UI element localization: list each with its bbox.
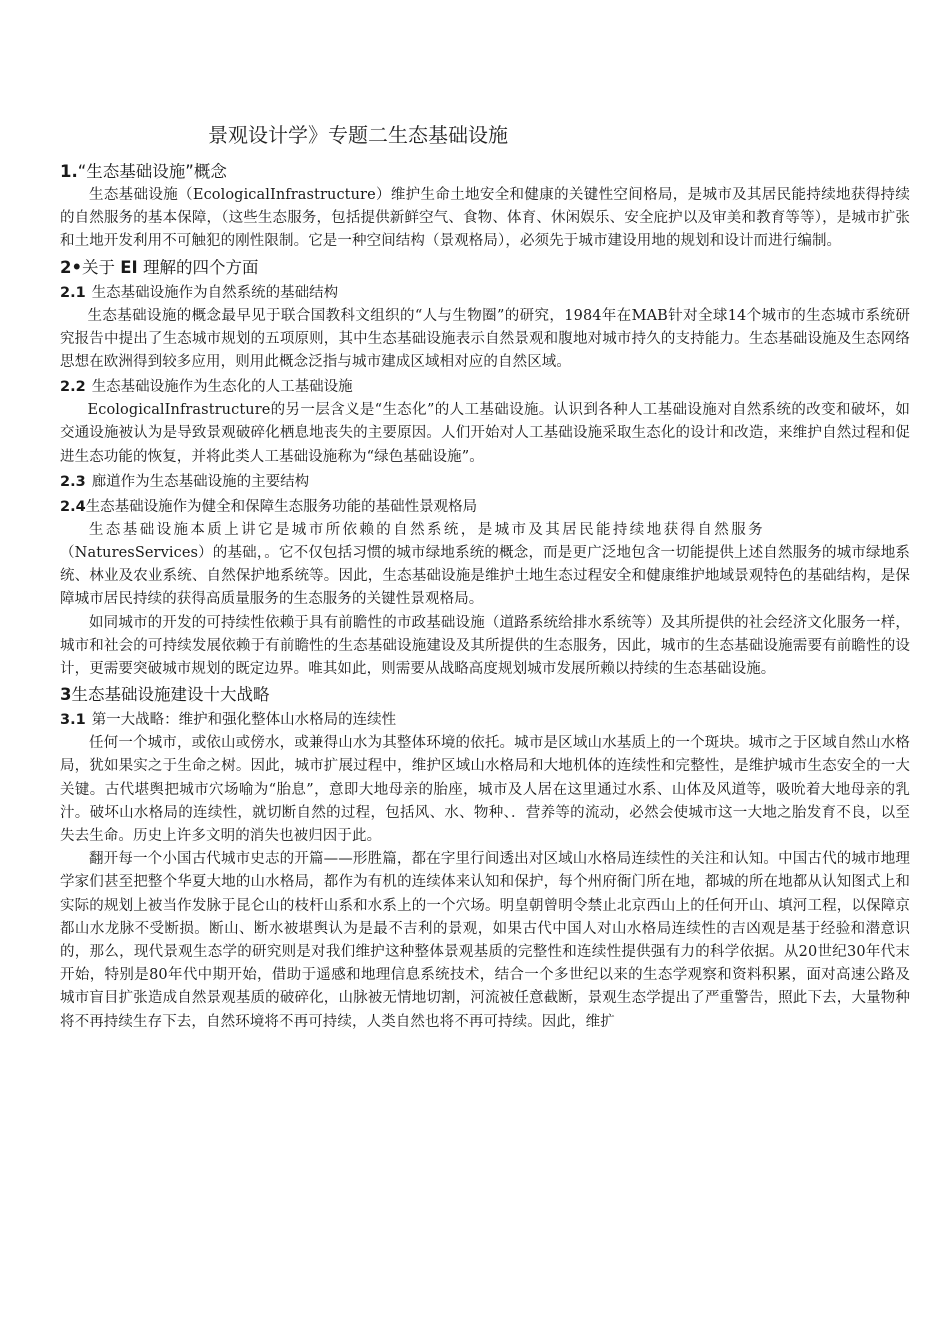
subsection-title: 廊道作为生态基础设施的主要结构 bbox=[91, 473, 310, 490]
section-number: 2• bbox=[60, 257, 83, 277]
subsection-title: 生态基础设施作为生态化的人工基础设施 bbox=[91, 379, 353, 396]
section-number: 1. bbox=[60, 162, 78, 181]
paragraph: 生态基础设施的概念最早见于联合国教科文组织的“人与生物圈”的研究，1984年在MAB针对全球14个城市的生态城市系统研究报告中提出了生态城市规划的五项原则，其中生态基础设施表示自然景观和腹地对城市持久的支持能力。生态基础设施及生态网络思想在欧洲得到较多应用，则用此概念泛指与城市建成区域相对应的自然区域。 bbox=[60, 307, 910, 371]
paragraph: 如同城市的开发的可持续性依赖于具有前瞻性的市政基础设施（道路系统给排水系统等）及其所提供的社会经济文化服务一样，城市和社会的可持续发展依赖于有前瞻性的生态基础设施建设及其所提供的生态服务，因此，城市的生态基础设施需要有前瞻性的设计，更需要突破城市规划的既定边界。唯其如此，则需要从战略高度规划城市发展所赖以持续的生态基础设施。 bbox=[60, 614, 910, 678]
subsection-number: 2.2 bbox=[60, 379, 86, 396]
paragraph: 生态基础设施（EcologicalInfrastructure）维护生命土地安全和健康的关键性空间格局，是城市及其居民能持续地获得持续的自然服务的基本保障，（这些生态服务，包括提供新鲜空气、食物、体育、休闲娱乐、安全庇护以及审美和教育等等），是城市扩张和土地开发利用不可触犯的刚性限制。它是一种空间结构（景观格局），必须先于城市建设用地的规划和设计而进行编制。 bbox=[60, 187, 910, 250]
paragraph: 翻开每一个小国古代城市史志的开篇——形胜篇，都在字里行间透出对区域山水格局连续性的关注和认知。中国古代的城市地理学家们甚至把整个华夏大地的山水格局，都作为有机的连续体来认知和保护，每个州府衙门所在地，都城的所在地都从认知图式上和实际的规划上被当作发脉于昆仑山的枝杆山系和水系上的一个穴场。明皇朝曾明令禁止北京西山上的任何开山、填河工程，以保障京都山水龙脉不受断损。断山、断水被堪舆认为是最不吉利的景观，如果古代中国人对山水格局连续性的吉凶观是基于经验和潜意识的，那么，现代景观生态学的研究则是对我们维护这种整体景观基质的完整性和连续性提供强有力的科学依据。从20世纪30年代末开始，特别是80年代中期开始，借助于遥感和地理信息系统技术，结合一个多世纪以来的生态学观察和资料积累，面对高速公路及城市盲目扩张造成自然景观基质的破碎化，山脉被无情地切割，河流被任意截断，景观生态学提出了严重警告，照此下去，大量物种将不再持续生存下去，自然环境将不再可持续，人类自然也将不再可持续。因此，维扩 bbox=[60, 851, 910, 1030]
subsection-2-1-heading bbox=[60, 281, 910, 305]
section-title: 生态基础设施建设十大战略 bbox=[71, 685, 270, 705]
subsection-2-2-heading bbox=[60, 375, 910, 399]
section-title-part: 理解的四个方面 bbox=[142, 257, 259, 277]
subsection-3-1-heading bbox=[60, 708, 910, 732]
paragraph: 生态基础设施本质上讲它是城市所依赖的自然系统，是城市及其居民能持续地获得自然服务 bbox=[89, 521, 765, 538]
section-title-abbr: EI bbox=[120, 257, 138, 277]
section-number: 3 bbox=[60, 685, 72, 705]
subsection-number: 2.1 bbox=[60, 284, 86, 301]
subsection-title: 生态基础设施作为自然系统的基础结构 bbox=[91, 284, 339, 301]
section-1-heading bbox=[60, 160, 910, 184]
subsection-number: 2.3 bbox=[60, 473, 86, 490]
document-title: 景观设计学》专题二生态基础设施 bbox=[208, 123, 508, 147]
paragraph: 任何一个城市，或依山或傍水，或兼得山水为其整体环境的依托。城市是区域山水基质上的一个斑块。城市之于区域自然山水格局，犹如果实之于生命之树。因此，城市扩展过程中，维护区域山水格局和大地机体的连续性和完整性，是维护城市生态安全的一大关键。古代堪舆把城市穴场喻为“胎息”，意即大地母亲的胎座，城市及人居在这里通过水系、山体及风道等，吸吮着大地母亲的乳汁。破坏山水格局的连续性，就切断自然的过程，包括风、水、物种、．营养等的流动，必然会使城市这一大地之胎发育不良，以至失去生命。历史上许多文明的消失也被归因于此。 bbox=[60, 735, 910, 845]
paragraph: （NaturesServices）的基础，。它不仅包括习惯的城市绿地系统的概念，而是更广泛地包含一切能提供上述自然服务的城市绿地系统、林业及农业系统、自然保护地系统等。因此，生态基础设施是维护土地生态过程安全和健康维护地域景观特色的基础结构，是保障城市居民持续的获得高质量服务的生态服务的关键性景观格局。 bbox=[60, 545, 910, 608]
subsection-number: 3.1 bbox=[60, 712, 86, 729]
subsection-title: 生态基础设施作为健全和保障生态服务功能的基础性景观格局 bbox=[85, 498, 478, 515]
paragraph: EcologicalInfrastructure的另一层含义是“生态化”的人工基础设施。认识到各种人工基础设施对自然系统的改变和破坏，如交通设施被认为是导致景观破碎化栖息地丧失的主要原因。人们开始对人工基础设施采取生态化的设计和改造，来维护自然过程和促进生态功能的恢复，并将此类人工基础设施称为“绿色基础设施”。 bbox=[60, 402, 910, 465]
subsection-2-4-heading bbox=[60, 495, 910, 519]
section-3-heading bbox=[60, 683, 910, 707]
subsection-2-3-heading bbox=[60, 470, 910, 494]
section-title: “生态基础设施”概念 bbox=[77, 162, 227, 181]
section-2-heading bbox=[60, 256, 910, 280]
subsection-number: 2.4 bbox=[60, 498, 86, 515]
subsection-title: 第一大战略：维护和强化整体山水格局的连续性 bbox=[91, 712, 397, 729]
section-title-part: 关于 bbox=[82, 257, 116, 277]
